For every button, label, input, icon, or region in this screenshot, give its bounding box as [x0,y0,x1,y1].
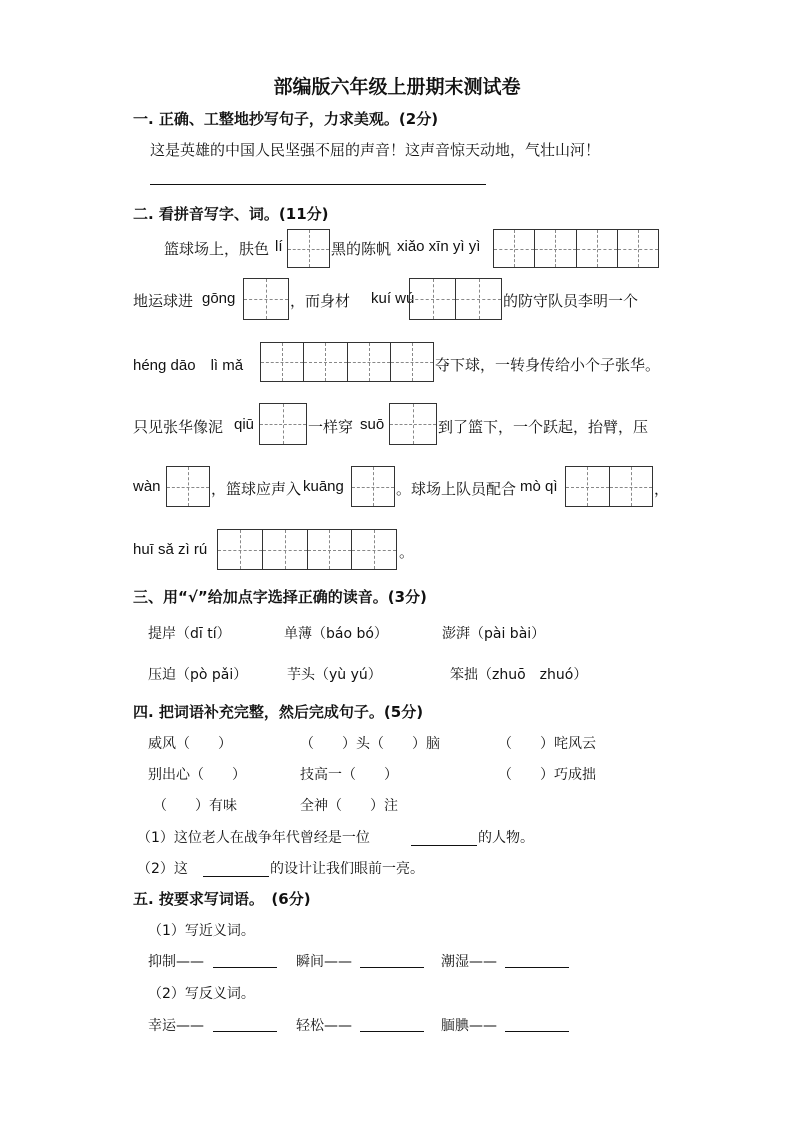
passage-text: 篮球场上，肤色 [164,240,270,258]
idiom-fill[interactable]: （ ）头（ ）脑 [300,736,440,752]
passage-text: 地运球进 [133,292,194,310]
answer-grid-li[interactable] [287,229,330,268]
idiom-fill[interactable]: 威风（ ） [148,736,232,752]
sentence-1-end: 的人物。 [478,830,534,846]
passage-text: 到了篮下，一个跃起，抬臂，压 [438,418,649,436]
synonym-word: 抑制—— [148,954,204,970]
pinyin-xiaoxinyiyi: xiǎo xīn yì yì [397,238,481,255]
answer-grid-moqi[interactable] [565,466,653,507]
pinyin-kuiwu: kuí wú [371,290,415,307]
reading-item[interactable]: 压迫（pò pǎi） [148,667,248,683]
answer-grid-kuiwu[interactable] [409,278,502,320]
section-5-heading: 五. 按要求写词语。 (6分) [133,890,311,908]
answer-grid-hengdaolima[interactable] [260,342,434,382]
sentence-2-end: 的设计让我们眼前一亮。 [270,861,424,877]
synonym-word: 潮湿—— [441,954,497,970]
reading-item[interactable]: 澎湃（pài bài） [442,626,546,642]
answer-grid-kuang[interactable] [351,466,395,507]
passage-text: 的防守队员李明一个 [503,292,639,310]
answer-grid-suo[interactable] [389,403,437,445]
reading-item[interactable]: 单薄（báo bó） [284,626,388,642]
page-title: 部编版六年级上册期末测试卷 [273,76,521,98]
answer-grid-xiaoxinyiyi[interactable] [493,229,659,268]
idiom-fill[interactable]: 技高一（ ） [300,767,398,783]
pinyin-qiu: qiū [234,416,255,433]
answer-grid-huisaziru[interactable] [217,529,397,570]
idiom-fill[interactable]: 全神（ ）注 [300,798,398,814]
pinyin-huisaziru: huī sǎ zì rú [133,541,208,558]
answer-grid-qiu[interactable] [259,403,307,445]
synonym-subheading: （1）写近义词。 [148,923,255,939]
sentence-1-blank[interactable] [411,845,477,846]
sentence-2-blank[interactable] [203,876,269,877]
synonym-blank[interactable] [213,967,277,968]
passage-text: 黑的陈帆 [331,240,392,258]
idiom-fill[interactable]: （ ）咤风云 [498,736,596,752]
pinyin-suo: suō [360,416,385,433]
synonym-word: 瞬间—— [296,954,352,970]
passage-text: ，而身材 [290,292,351,310]
passage-text: 夺下球，一转身传给小个子张华。 [435,356,661,374]
reading-item[interactable]: 笨拙（zhuō zhuó） [450,667,588,683]
synonym-blank[interactable] [360,967,424,968]
pinyin-moqi: mò qì [520,478,558,495]
antonym-word: 幸运—— [148,1018,204,1034]
pinyin-hengdaolima: héng dāo lì mǎ [133,357,244,374]
idiom-fill[interactable]: 别出心（ ） [148,767,246,783]
answer-grid-gong[interactable] [243,278,289,320]
sentence-1: （1）这位老人在战争年代曾经是一位 [137,830,370,846]
passage-text: 一样穿 [308,418,354,436]
pinyin-kuang: kuāng [303,478,344,495]
reading-item[interactable]: 芋头（yù yú） [287,667,382,683]
idiom-fill[interactable]: （ ）有味 [153,798,237,814]
antonym-blank[interactable] [213,1031,277,1032]
section-1-heading: 一. 正确、工整地抄写句子，力求美观。(2分) [133,110,439,128]
pinyin-li: lí [275,238,283,255]
synonym-blank[interactable] [505,967,569,968]
antonym-blank[interactable] [505,1031,569,1032]
answer-grid-wan[interactable] [166,466,210,507]
antonym-word: 轻松—— [296,1018,352,1034]
pinyin-wan: wàn [133,478,161,495]
passage-text: ，篮球应声入 [211,480,302,498]
pinyin-gong: gōng [202,290,236,307]
reading-item[interactable]: 提岸（dī tí） [148,626,231,642]
copy-answer-line[interactable] [150,184,486,185]
idiom-fill[interactable]: （ ）巧成拙 [498,767,596,783]
antonym-blank[interactable] [360,1031,424,1032]
antonym-word: 腼腆—— [441,1018,497,1034]
passage-text: 只见张华像泥 [133,418,224,436]
section-3-heading: 三、用“√”给加点字选择正确的读音。(3分) [133,588,427,606]
sentence-2: （2）这 [137,861,188,877]
antonym-subheading: （2）写反义词。 [148,986,255,1002]
copy-sentence: 这是英雄的中国人民坚强不屈的声音！这声音惊天动地，气壮山河！ [150,141,601,159]
passage-text: ， [654,480,670,498]
section-2-heading: 二. 看拼音写字、词。(11分) [133,205,329,223]
section-4-heading: 四. 把词语补充完整，然后完成句子。(5分) [133,703,424,721]
passage-text: 。 [399,543,415,561]
passage-text: 。球场上队员配合 [396,480,517,498]
